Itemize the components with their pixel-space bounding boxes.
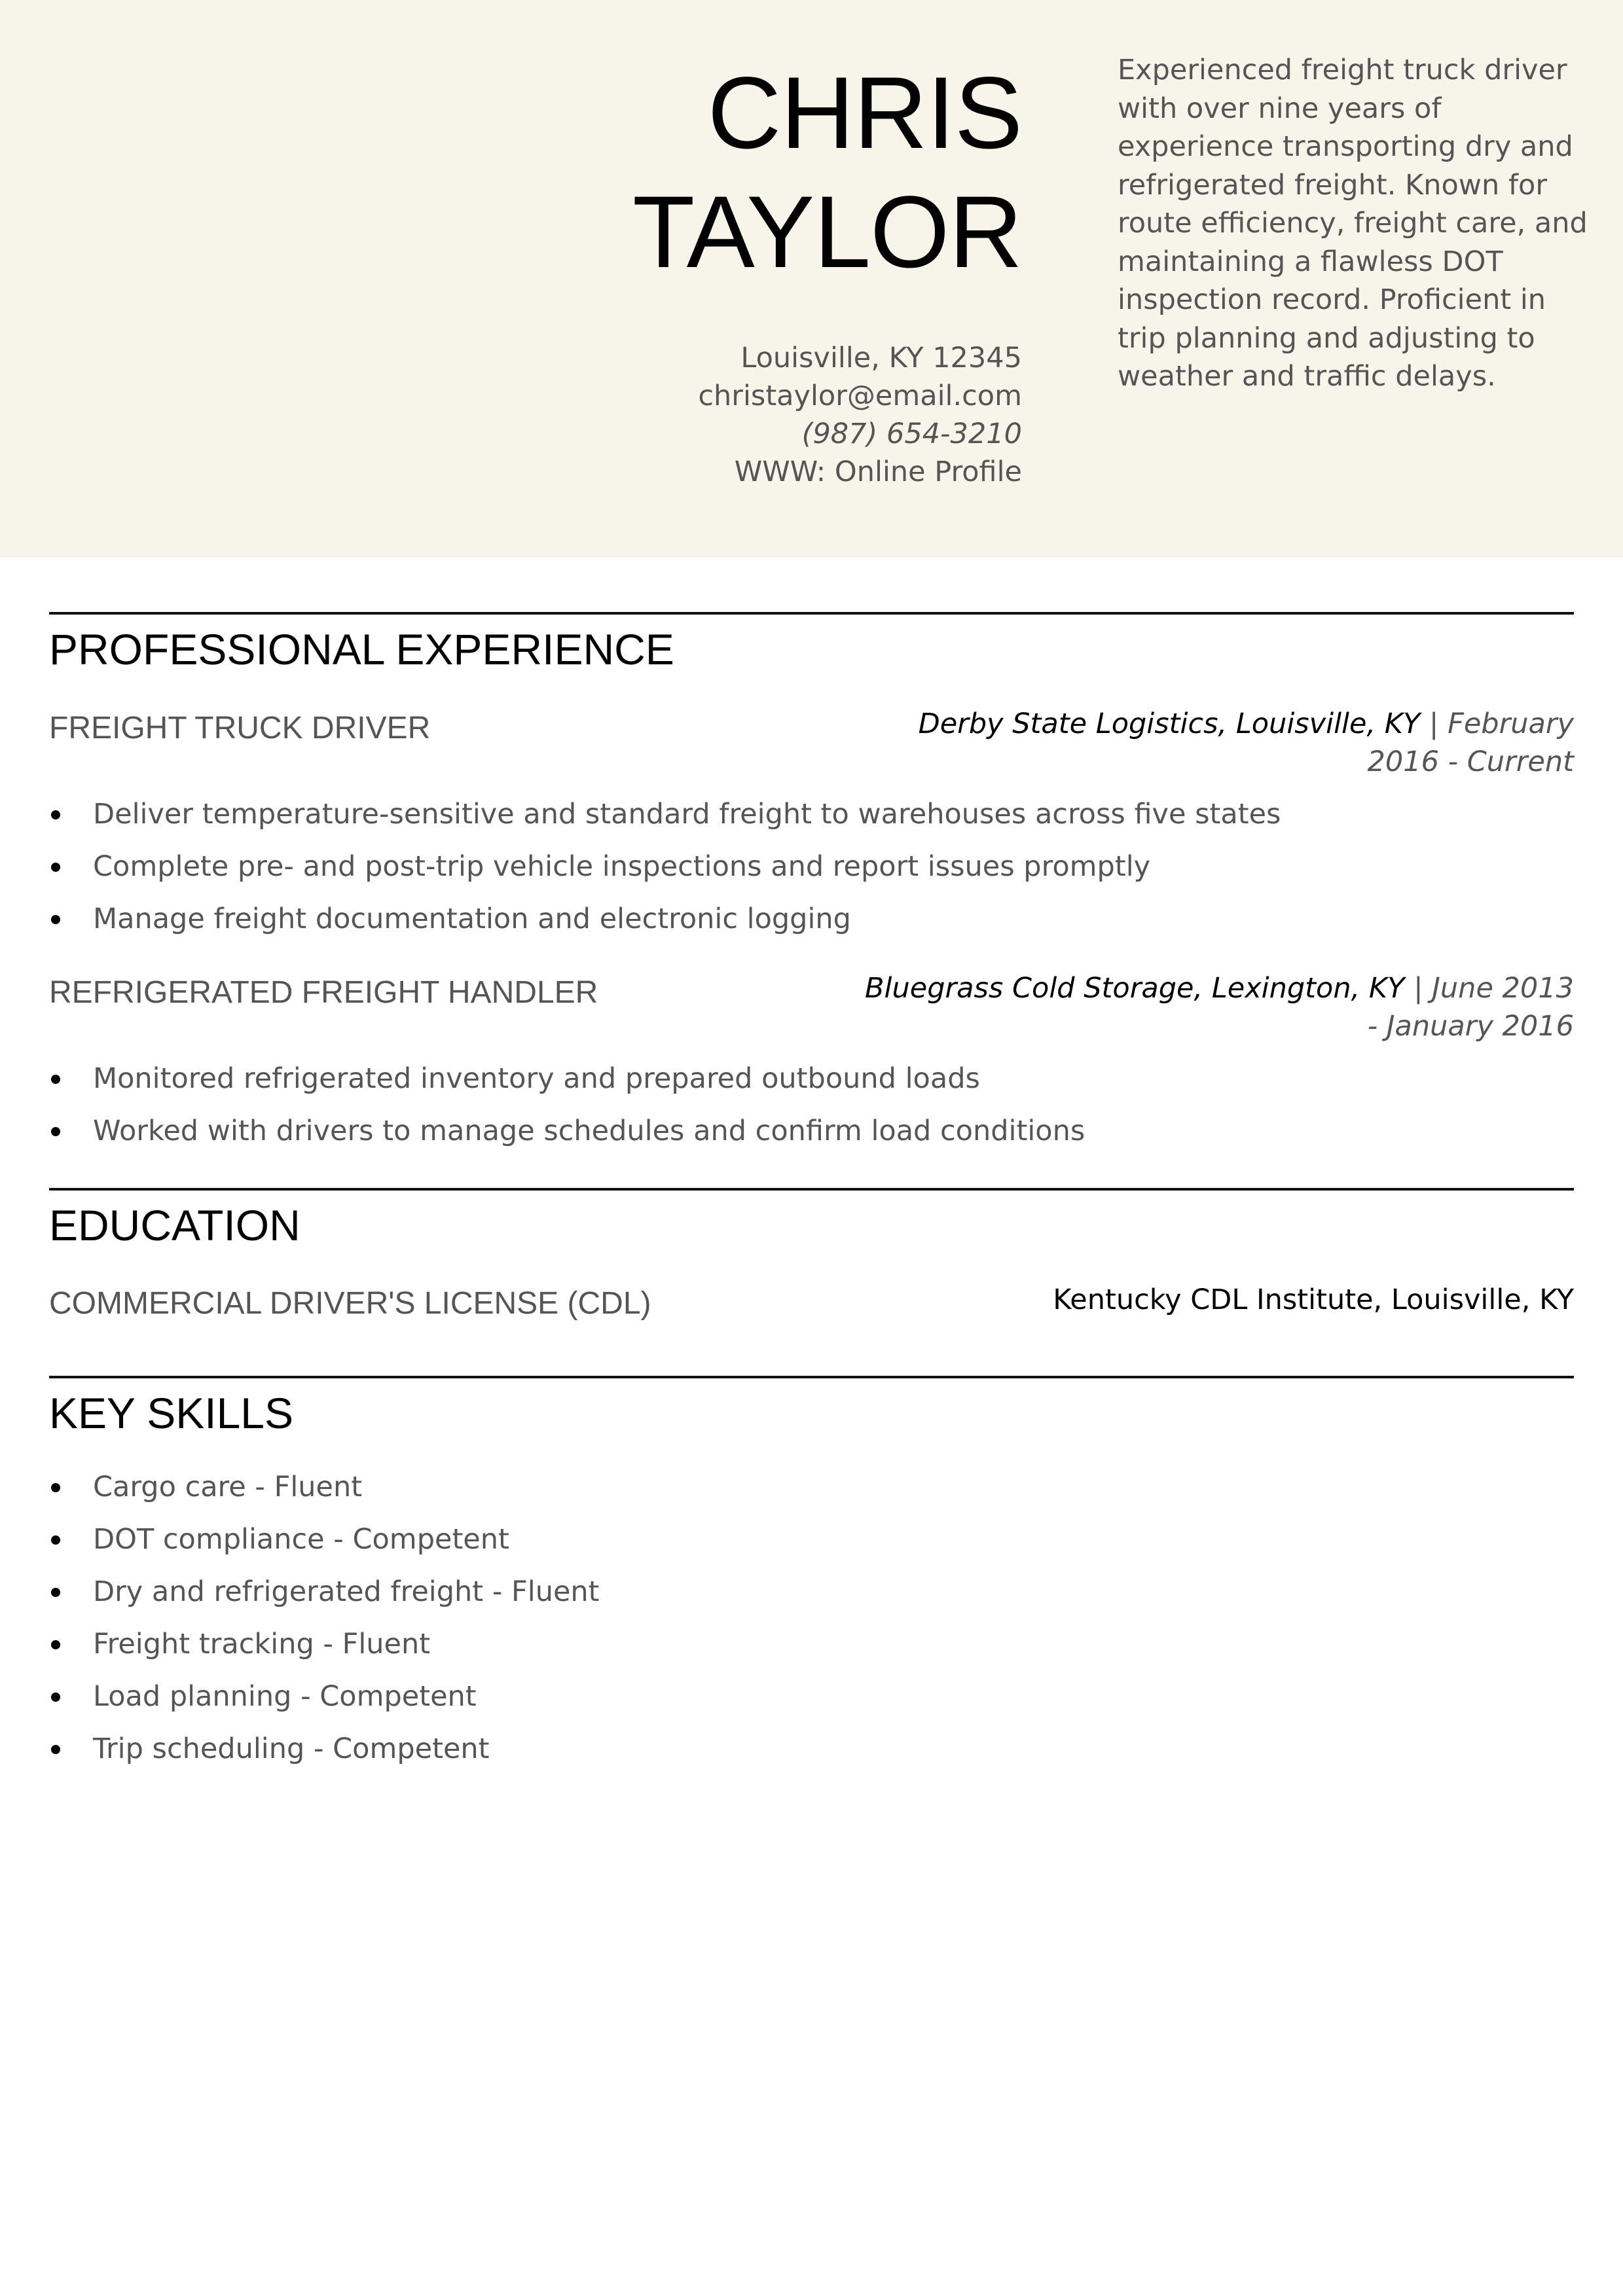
list-item: Dry and refrigerated freight - Fluent	[49, 1566, 1555, 1618]
job-separator: |	[1413, 972, 1423, 1005]
section-title-skills: KEY SKILLS	[49, 1389, 294, 1437]
job-dates-start: June 2013	[1432, 972, 1574, 1005]
education-school: Kentucky CDL Institute, Louisville, KY	[1053, 1283, 1574, 1316]
candidate-name	[302, 54, 1022, 292]
job-title: REFRIGERATED FREIGHT HANDLER	[49, 975, 598, 1010]
contact-phone: (987) 654-3210	[801, 418, 1022, 450]
name-first: CHRIS	[707, 56, 1022, 170]
list-item: Monitored refrigerated inventory and prepared outbound loads	[49, 1052, 1555, 1105]
job-bullets	[49, 788, 1555, 945]
section-divider	[49, 1188, 1574, 1191]
name-last: TAYLOR	[632, 175, 1022, 289]
section-title-education: EDUCATION	[49, 1201, 301, 1249]
education-degree: COMMERCIAL DRIVER'S LICENSE (CDL)	[49, 1286, 651, 1321]
skills-list	[49, 1461, 1555, 1775]
job-company: Derby State Logistics, Louisville, KY	[918, 708, 1421, 740]
contact-location: Louisville, KY 12345	[740, 342, 1022, 374]
job-separator: |	[1429, 708, 1439, 740]
contact-email[interactable]: christaylor@email.com	[698, 380, 1022, 412]
list-item: Load planning - Competent	[49, 1670, 1555, 1723]
list-item: Freight tracking - Fluent	[49, 1618, 1555, 1670]
job-dates-start: February	[1448, 708, 1574, 740]
section-title-experience: PROFESSIONAL EXPERIENCE	[49, 625, 674, 673]
list-item: Worked with drivers to manage schedules and confirm load conditions	[49, 1105, 1555, 1157]
job-bullets	[49, 1052, 1555, 1157]
professional-summary: Experienced freight truck driver with over nine years of experience transporting dry and refrigerated freight. Known for route efficiency, freight care, and maintaining a flawless DOT inspection record. Proficient in trip planning and adjusting to weather and traffic delays.	[1118, 54, 1588, 393]
job-company: Bluegrass Cold Storage, Lexington, KY	[865, 972, 1405, 1005]
job-company-dates	[788, 969, 1574, 1045]
job-company-dates	[788, 705, 1574, 781]
list-item: Trip scheduling - Competent	[49, 1723, 1555, 1775]
list-item: DOT compliance - Competent	[49, 1513, 1555, 1566]
section-divider	[49, 612, 1574, 615]
job-dates-end: - January 2016	[1367, 1010, 1574, 1043]
list-item: Manage freight documentation and electronic logging	[49, 893, 1555, 945]
resume-header	[0, 0, 1623, 558]
contact-website[interactable]: WWW: Online Profile	[734, 456, 1022, 488]
list-item: Deliver temperature-sensitive and standard freight to warehouses across five states	[49, 788, 1555, 840]
list-item: Complete pre- and post-trip vehicle inspections and report issues promptly	[49, 840, 1555, 893]
job-title: FREIGHT TRUCK DRIVER	[49, 711, 431, 745]
list-item: Cargo care - Fluent	[49, 1461, 1555, 1513]
section-divider	[49, 1376, 1574, 1378]
job-dates-end: 2016 - Current	[1367, 745, 1574, 778]
contact-info	[433, 339, 1022, 491]
